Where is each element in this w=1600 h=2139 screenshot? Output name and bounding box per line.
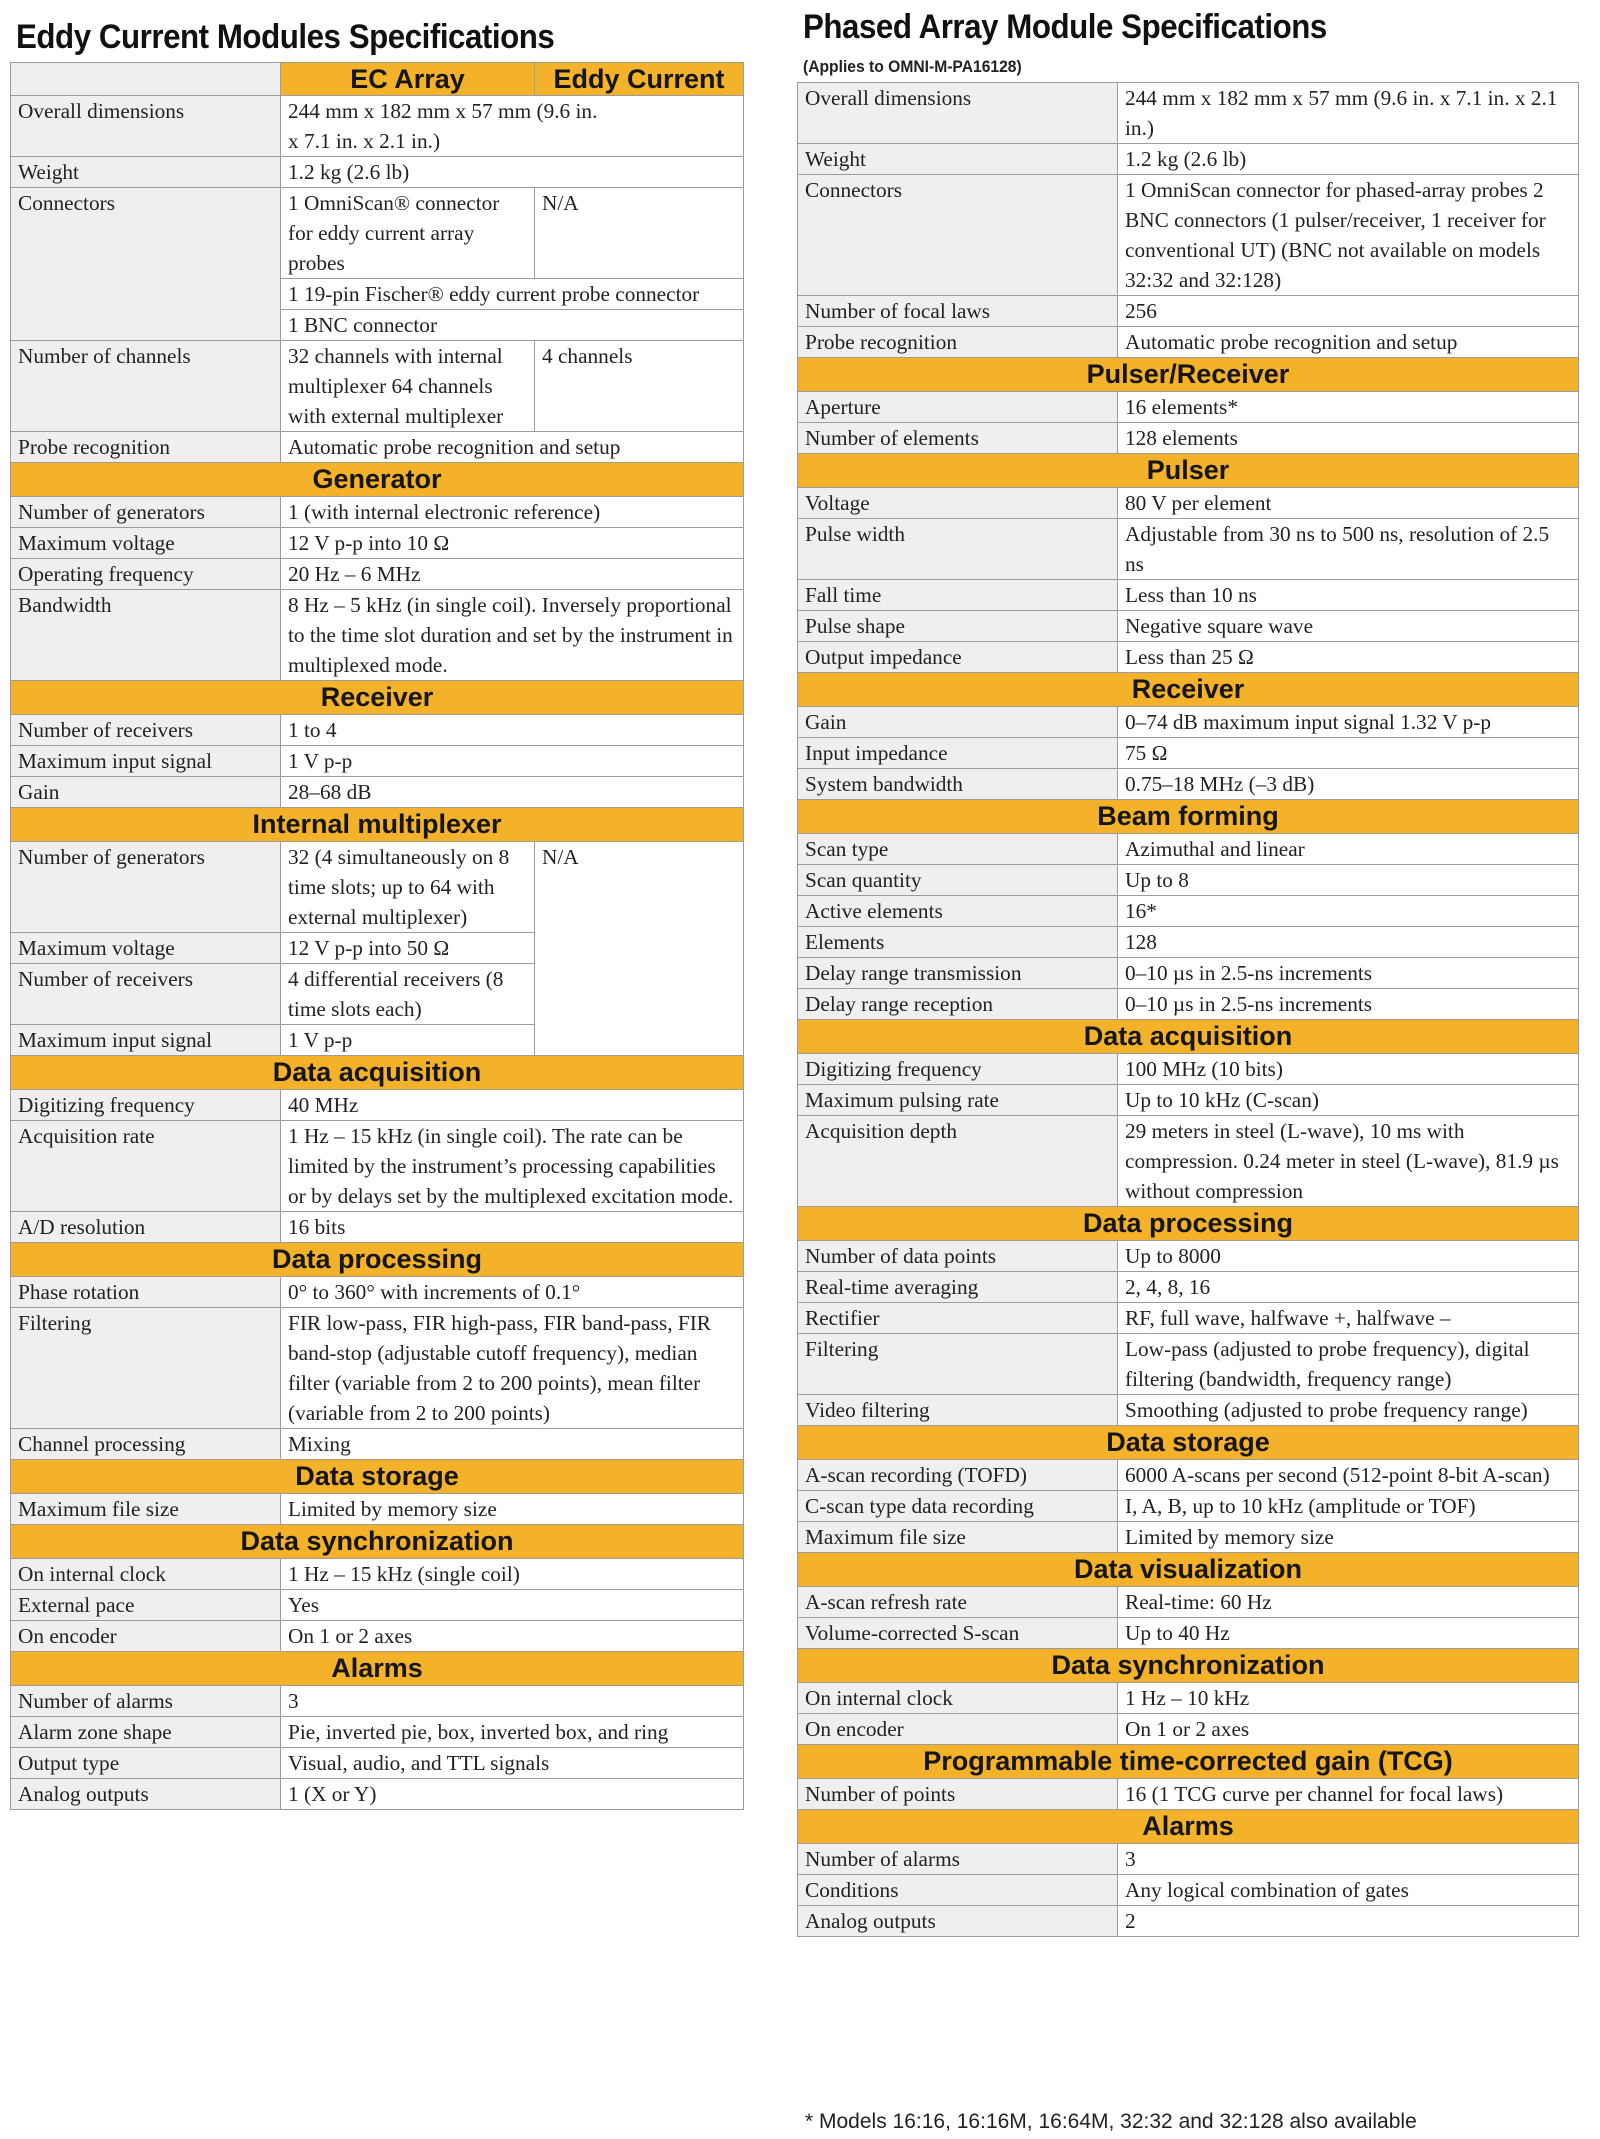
section-title: Data storage (11, 1460, 744, 1494)
section-title: Pulser/Receiver (798, 358, 1579, 392)
spec-value: 3 (281, 1686, 744, 1717)
spec-row (798, 642, 1579, 673)
spec-row (798, 1460, 1579, 1491)
section-header (11, 681, 744, 715)
section-title: Alarms (11, 1652, 744, 1686)
spec-row (798, 611, 1579, 642)
spec-label: Active elements (798, 896, 1118, 927)
spec-row (11, 1212, 744, 1243)
section-header (798, 1020, 1579, 1054)
spec-row (798, 1522, 1579, 1553)
spec-row (798, 989, 1579, 1020)
spec-row (11, 1121, 744, 1212)
spec-value: Mixing (281, 1429, 744, 1460)
spec-value: Azimuthal and linear (1118, 834, 1579, 865)
spec-value: 75 Ω (1118, 738, 1579, 769)
spec-label: Gain (11, 777, 281, 808)
spec-row (798, 423, 1579, 454)
spec-value: 1 OmniScan connector for phased-array probes 2 BNC connectors (1 pulser/receiver, 1 receiver for conventional UT) (BNC not available on models 32:32 and 32:128) (1118, 175, 1579, 296)
spec-row (798, 1875, 1579, 1906)
spec-label: Conditions (798, 1875, 1118, 1906)
spec-label: Delay range reception (798, 989, 1118, 1020)
section-title: Data processing (798, 1207, 1579, 1241)
spec-row (798, 144, 1579, 175)
spec-value: Limited by memory size (281, 1494, 744, 1525)
spec-row (11, 341, 744, 432)
spec-row (798, 1618, 1579, 1649)
spec-value: 1 Hz – 15 kHz (in single coil). The rate can be limited by the instrument’s processing capabilities or by delays set by the multiplexed excitation mode. (281, 1121, 744, 1212)
section-header (798, 673, 1579, 707)
spec-row (798, 1844, 1579, 1875)
spec-row (798, 1116, 1579, 1207)
spec-row (798, 927, 1579, 958)
section-header (798, 1207, 1579, 1241)
eddy-current-title: Eddy Current Modules Specifications (16, 18, 555, 56)
spec-label: Output impedance (798, 642, 1118, 673)
spec-label: Probe recognition (798, 327, 1118, 358)
spec-value: 32 (4 simultaneously on 8 time slots; up to 64 with external multiplexer) (281, 842, 535, 933)
spec-label: Phase rotation (11, 1277, 281, 1308)
spec-label: External pace (11, 1590, 281, 1621)
spec-value: Adjustable from 30 ns to 500 ns, resolution of 2.5 ns (1118, 519, 1579, 580)
spec-value: Up to 40 Hz (1118, 1618, 1579, 1649)
col-ec-array: EC Array (281, 63, 535, 96)
dimensions-value: 244 mm x 182 mm x 57 mm (9.6 in. x 7.1 in. x 2.1 in.) (288, 99, 598, 153)
spec-value: 2, 4, 8, 16 (1118, 1272, 1579, 1303)
spec-label: Connectors (11, 188, 281, 341)
spec-value: Up to 8000 (1118, 1241, 1579, 1272)
spec-row (798, 1395, 1579, 1426)
spec-row (798, 175, 1579, 296)
spec-value: 1 (X or Y) (281, 1779, 744, 1810)
spec-label: Aperture (798, 392, 1118, 423)
spec-row (798, 1272, 1579, 1303)
section-title: Data acquisition (798, 1020, 1579, 1054)
phased-array-subtitle: (Applies to OMNI-M-PA16128) (803, 57, 1022, 76)
spec-row (11, 590, 744, 681)
spec-row (11, 1686, 744, 1717)
spec-value: 1 BNC connector (281, 310, 744, 341)
spec-row (798, 83, 1579, 144)
section-title: Data synchronization (798, 1649, 1579, 1683)
spec-value: 0–10 µs in 2.5-ns increments (1118, 958, 1579, 989)
footnote: * Models 16:16, 16:16M, 16:64M, 32:32 and 32:128 also available (805, 2110, 1417, 2133)
section-title: Beam forming (798, 800, 1579, 834)
spec-label: Delay range transmission (798, 958, 1118, 989)
spec-row (11, 1308, 744, 1429)
spec-value: 6000 A-scans per second (512-point 8-bit A-scan) (1118, 1460, 1579, 1491)
phased-array-title: Phased Array Module Specifications (803, 8, 1327, 46)
section-title: Pulser (798, 454, 1579, 488)
spec-value: Negative square wave (1118, 611, 1579, 642)
spec-row (11, 1621, 744, 1652)
spec-row (11, 1090, 744, 1121)
spec-value: 1 19-pin Fischer® eddy current probe connector (281, 279, 744, 310)
spec-label: Rectifier (798, 1303, 1118, 1334)
spec-value: Any logical combination of gates (1118, 1875, 1579, 1906)
spec-value: 244 mm x 182 mm x 57 mm (9.6 in. x 7.1 in. x 2.1 in.) (1118, 83, 1579, 144)
section-header (11, 1056, 744, 1090)
spec-value: N/A (535, 188, 744, 279)
spec-label: Number of focal laws (798, 296, 1118, 327)
spec-label: Connectors (798, 175, 1118, 296)
spec-label: Number of data points (798, 1241, 1118, 1272)
section-header (798, 1810, 1579, 1844)
spec-label: Input impedance (798, 738, 1118, 769)
section-title: Data synchronization (11, 1525, 744, 1559)
spec-value: 1.2 kg (2.6 lb) (1118, 144, 1579, 175)
spec-value: Pie, inverted pie, box, inverted box, and ring (281, 1717, 744, 1748)
spec-value: RF, full wave, halfwave +, halfwave – (1118, 1303, 1579, 1334)
spec-row (11, 559, 744, 590)
spec-value: 256 (1118, 296, 1579, 327)
eddy-current-spec-table (10, 62, 744, 1810)
spec-value: Less than 10 ns (1118, 580, 1579, 611)
section-title: Internal multiplexer (11, 808, 744, 842)
spec-row (11, 1277, 744, 1308)
spec-value: 1 Hz – 10 kHz (1118, 1683, 1579, 1714)
spec-label: Probe recognition (11, 432, 281, 463)
section-header (11, 808, 744, 842)
spec-label: Bandwidth (11, 590, 281, 681)
spec-label: A/D resolution (11, 1212, 281, 1243)
spec-value: 128 (1118, 927, 1579, 958)
spec-label: Overall dimensions (798, 83, 1118, 144)
section-header (798, 1745, 1579, 1779)
spec-label: Pulse shape (798, 611, 1118, 642)
spec-value: Smoothing (adjusted to probe frequency range) (1118, 1395, 1579, 1426)
spec-label: Weight (11, 157, 281, 188)
spec-label: Number of generators (11, 497, 281, 528)
section-title: Data processing (11, 1243, 744, 1277)
section-header (798, 1553, 1579, 1587)
spec-row (11, 497, 744, 528)
spec-label: On internal clock (798, 1683, 1118, 1714)
spec-value: Up to 8 (1118, 865, 1579, 896)
spec-row (11, 1717, 744, 1748)
spec-row (11, 157, 744, 188)
spec-value: 12 V p-p into 50 Ω (281, 933, 535, 964)
spec-row (798, 1714, 1579, 1745)
column-header-row (11, 63, 744, 96)
spec-row (798, 488, 1579, 519)
section-header (11, 1460, 744, 1494)
section-title: Data acquisition (11, 1056, 744, 1090)
spec-label: Maximum file size (11, 1494, 281, 1525)
spec-value: 1 V p-p (281, 1025, 535, 1056)
spec-label: C-scan type data recording (798, 1491, 1118, 1522)
spec-row (11, 432, 744, 463)
spec-value: 128 elements (1118, 423, 1579, 454)
spec-value: 1 OmniScan® connector for eddy current array probes (281, 188, 535, 279)
spec-value: Limited by memory size (1118, 1522, 1579, 1553)
spec-row (798, 1334, 1579, 1395)
spec-label: A-scan recording (TOFD) (798, 1460, 1118, 1491)
spec-label: Number of alarms (11, 1686, 281, 1717)
spec-label: Elements (798, 927, 1118, 958)
spec-row (11, 188, 744, 279)
spec-value: FIR low-pass, FIR high-pass, FIR band-pass, FIR band-stop (adjustable cutoff frequency), median filter (variable from 2 to 200 points), mean filter (variable from 2 to 200 points) (281, 1308, 744, 1429)
spec-label: Acquisition rate (11, 1121, 281, 1212)
spec-row (798, 896, 1579, 927)
spec-label: Voltage (798, 488, 1118, 519)
section-header (11, 1525, 744, 1559)
section-header (798, 1649, 1579, 1683)
spec-row (798, 707, 1579, 738)
spec-row (11, 1559, 744, 1590)
section-header (798, 800, 1579, 834)
spec-label: Real-time averaging (798, 1272, 1118, 1303)
spec-value: 32 channels with internal multiplexer 64 channels with external multiplexer (281, 341, 535, 432)
section-title: Data visualization (798, 1553, 1579, 1587)
spec-row (11, 777, 744, 808)
spec-label: A-scan refresh rate (798, 1587, 1118, 1618)
spec-value: 2 (1118, 1906, 1579, 1937)
spec-value: Less than 25 Ω (1118, 642, 1579, 673)
spec-value: 16 (1 TCG curve per channel for focal laws) (1118, 1779, 1579, 1810)
spec-value: 0–74 dB maximum input signal 1.32 V p-p (1118, 707, 1579, 738)
spec-value: 29 meters in steel (L-wave), 10 ms with compression. 0.24 meter in steel (L-wave), 81.9 µs without compression (1118, 1116, 1579, 1207)
spec-label: Channel processing (11, 1429, 281, 1460)
spec-row (798, 392, 1579, 423)
spec-label: Output type (11, 1748, 281, 1779)
section-title: Receiver (798, 673, 1579, 707)
spec-label: Acquisition depth (798, 1116, 1118, 1207)
spec-row (11, 528, 744, 559)
spec-label: Digitizing frequency (798, 1054, 1118, 1085)
spec-row (11, 1779, 744, 1810)
spec-value: 4 channels (535, 341, 744, 432)
spec-value: Automatic probe recognition and setup (281, 432, 744, 463)
spec-row (798, 1779, 1579, 1810)
spec-label: Gain (798, 707, 1118, 738)
spec-value: 4 differential receivers (8 time slots each) (281, 964, 535, 1025)
spec-label: Scan type (798, 834, 1118, 865)
spec-label: Fall time (798, 580, 1118, 611)
spec-value: 20 Hz – 6 MHz (281, 559, 744, 590)
spec-value: 12 V p-p into 10 Ω (281, 528, 744, 559)
spec-value: 1 Hz – 15 kHz (single coil) (281, 1559, 744, 1590)
phased-array-spec-table (797, 82, 1579, 1937)
spec-label: System bandwidth (798, 769, 1118, 800)
spec-row (798, 1303, 1579, 1334)
spec-value: 100 MHz (10 bits) (1118, 1054, 1579, 1085)
spec-row (798, 1054, 1579, 1085)
spec-label: Maximum file size (798, 1522, 1118, 1553)
spec-value (281, 96, 744, 157)
spec-value: Up to 10 kHz (C-scan) (1118, 1085, 1579, 1116)
spec-row (798, 296, 1579, 327)
spec-label: Filtering (798, 1334, 1118, 1395)
spec-label: Maximum voltage (11, 528, 281, 559)
section-header (798, 1426, 1579, 1460)
spec-row (11, 1429, 744, 1460)
spec-value: Real-time: 60 Hz (1118, 1587, 1579, 1618)
spec-label: Maximum pulsing rate (798, 1085, 1118, 1116)
spec-row (798, 1683, 1579, 1714)
spec-value: 28–68 dB (281, 777, 744, 808)
spec-value: Low-pass (adjusted to probe frequency), digital filtering (bandwidth, frequency range) (1118, 1334, 1579, 1395)
spec-row (798, 580, 1579, 611)
spec-row (11, 746, 744, 777)
spec-value: 0.75–18 MHz (–3 dB) (1118, 769, 1579, 800)
spec-value: 1 V p-p (281, 746, 744, 777)
spec-row (798, 327, 1579, 358)
spec-row (11, 842, 744, 933)
spec-row (798, 1906, 1579, 1937)
spec-value: 40 MHz (281, 1090, 744, 1121)
spec-row (798, 865, 1579, 896)
section-header (11, 1652, 744, 1686)
spec-row (798, 769, 1579, 800)
spec-value: 16 elements* (1118, 392, 1579, 423)
spec-label: Maximum voltage (11, 933, 281, 964)
spec-value: On 1 or 2 axes (1118, 1714, 1579, 1745)
spec-value: 8 Hz – 5 kHz (in single coil). Inversely proportional to the time slot duration and set by the instrument in multiplexed mode. (281, 590, 744, 681)
spec-value: Visual, audio, and TTL signals (281, 1748, 744, 1779)
spec-label: Video filtering (798, 1395, 1118, 1426)
spec-value: 1 to 4 (281, 715, 744, 746)
section-title: Programmable time-corrected gain (TCG) (798, 1745, 1579, 1779)
spec-value: 3 (1118, 1844, 1579, 1875)
spec-label: Operating frequency (11, 559, 281, 590)
spec-row (798, 1241, 1579, 1272)
section-title: Receiver (11, 681, 744, 715)
section-title: Data storage (798, 1426, 1579, 1460)
spec-label: Analog outputs (798, 1906, 1118, 1937)
section-header (11, 463, 744, 497)
spec-value: 16 bits (281, 1212, 744, 1243)
spec-row (798, 958, 1579, 989)
spec-value: I, A, B, up to 10 kHz (amplitude or TOF) (1118, 1491, 1579, 1522)
spec-row (798, 834, 1579, 865)
spec-value: 1.2 kg (2.6 lb) (281, 157, 744, 188)
spec-label: Number of elements (798, 423, 1118, 454)
spec-label: Number of receivers (11, 964, 281, 1025)
spec-label: Number of generators (11, 842, 281, 933)
spec-row (11, 96, 744, 157)
spec-value: N/A (535, 842, 744, 1056)
spec-label: Number of points (798, 1779, 1118, 1810)
section-title: Alarms (798, 1810, 1579, 1844)
spec-value: 16* (1118, 896, 1579, 927)
spec-label: Overall dimensions (11, 96, 281, 157)
spec-value: 0–10 µs in 2.5-ns increments (1118, 989, 1579, 1020)
spec-value: 1 (with internal electronic reference) (281, 497, 744, 528)
spec-label: On internal clock (11, 1559, 281, 1590)
spec-row (11, 715, 744, 746)
spec-row (798, 738, 1579, 769)
spec-label: Digitizing frequency (11, 1090, 281, 1121)
spec-row (11, 1494, 744, 1525)
spec-label: Number of receivers (11, 715, 281, 746)
section-title: Generator (11, 463, 744, 497)
spec-label: Maximum input signal (11, 1025, 281, 1056)
spec-value: Automatic probe recognition and setup (1118, 327, 1579, 358)
spec-row (798, 1491, 1579, 1522)
spec-label: Volume-corrected S-scan (798, 1618, 1118, 1649)
spec-label: Weight (798, 144, 1118, 175)
spec-value: Yes (281, 1590, 744, 1621)
spec-label: Maximum input signal (11, 746, 281, 777)
section-header (798, 358, 1579, 392)
spec-label: Number of channels (11, 341, 281, 432)
spec-value: On 1 or 2 axes (281, 1621, 744, 1652)
spec-value: 80 V per element (1118, 488, 1579, 519)
spec-label: Number of alarms (798, 1844, 1118, 1875)
spec-row (11, 1748, 744, 1779)
spec-row (798, 519, 1579, 580)
spec-value: 0° to 360° with increments of 0.1° (281, 1277, 744, 1308)
spec-label: Scan quantity (798, 865, 1118, 896)
spec-label: Alarm zone shape (11, 1717, 281, 1748)
blank-header-cell (11, 63, 281, 96)
spec-label: Pulse width (798, 519, 1118, 580)
spec-label: On encoder (798, 1714, 1118, 1745)
col-eddy-current: Eddy Current (535, 63, 744, 96)
spec-row (798, 1587, 1579, 1618)
section-header (798, 454, 1579, 488)
section-header (11, 1243, 744, 1277)
spec-row (11, 1590, 744, 1621)
spec-label: Analog outputs (11, 1779, 281, 1810)
spec-label: Filtering (11, 1308, 281, 1429)
spec-label: On encoder (11, 1621, 281, 1652)
spec-row (798, 1085, 1579, 1116)
